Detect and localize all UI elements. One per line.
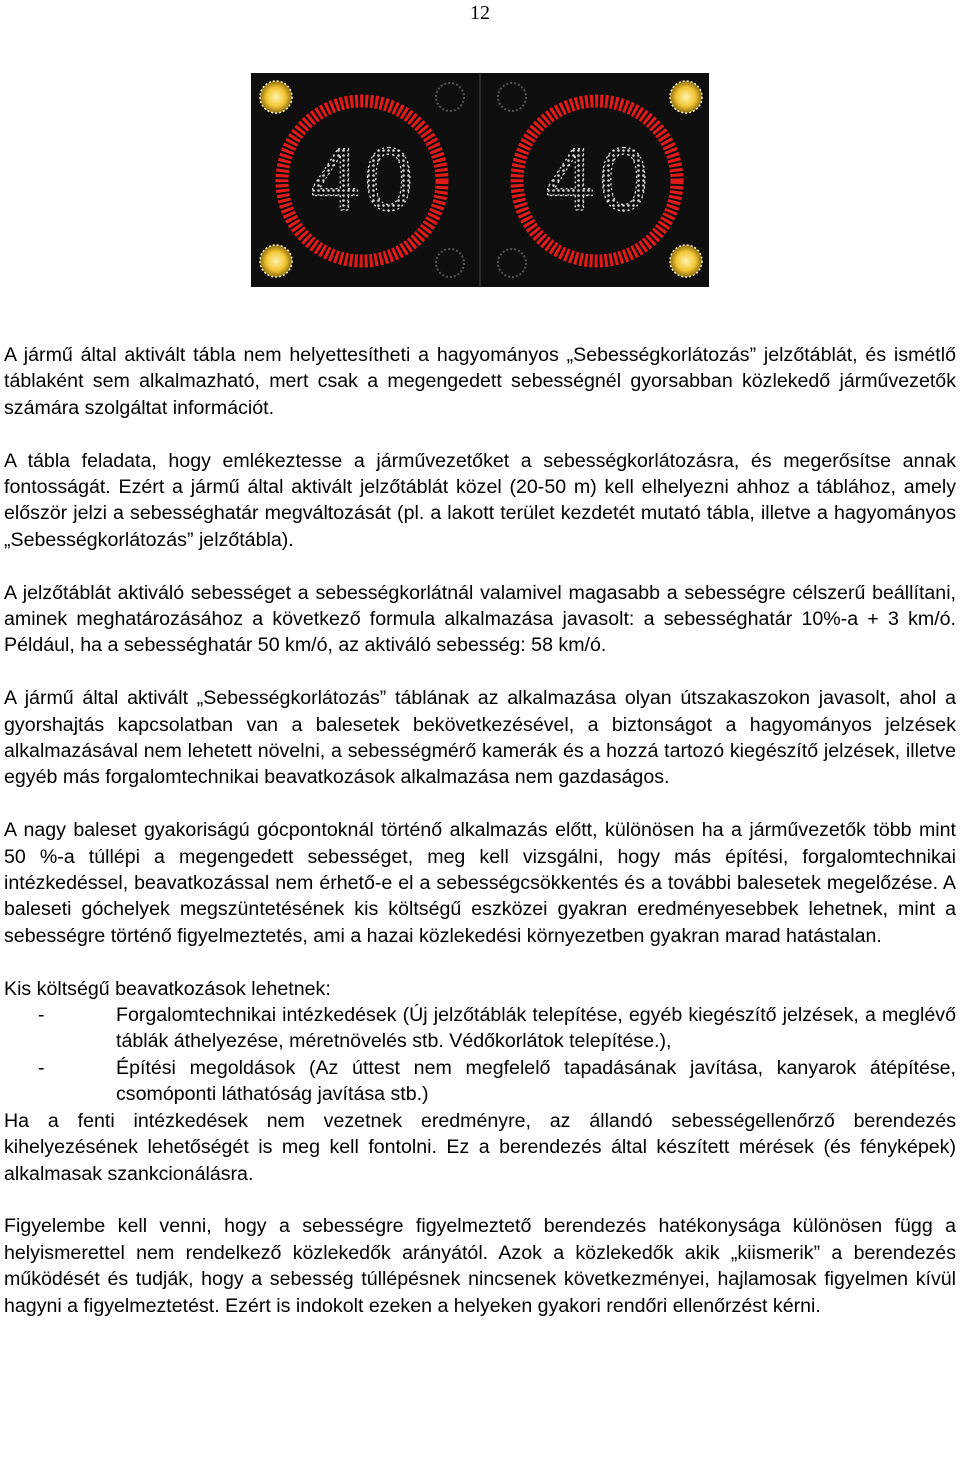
speed-number: 40 <box>543 132 651 230</box>
paragraph: A jármű által aktivált tábla nem helyettesítheti a hagyományos „Sebességkorlátozás” jelzőtáblát, és ismétlő táblaként sem alkalmazható, mert csak a megengedett sebességnél gyorsabban közlekedő járművezetők számára szolgáltat információt. <box>4 344 956 419</box>
paragraph: A jelzőtáblát aktiváló sebességet a sebességkorlátnál valamivel magasabb a sebességre célszerű beállítani, aminek meghatározásához a következő formula alkalmazása javasolt: a sebességhatár 10%-a + 3 km/ó. Például, ha a sebességhatár 50 km/ó, az aktiváló sebesség: 58 km/ó. <box>4 581 956 657</box>
list-item-text: Építési megoldások (Az úttest nem megfelelő tapadásának javítása, kanyarok átépítése, csomóponti láthatóság javítása stb.) <box>116 1056 956 1106</box>
list-item <box>4 1002 956 1055</box>
list-item-text: Forgalomtechnikai intézkedések (Új jelzőtáblák telepítése, egyéb kiegészítő jelzések, a meglévő táblák áthelyezése, méretnövelés stb. Védőkorlátok telepítése.), <box>116 1004 956 1053</box>
page-number: 12 <box>470 2 490 24</box>
list-intro: Kis költségű beavatkozások lehetnek: <box>4 977 331 1000</box>
paragraph: A nagy baleset gyakoriságú gócpontoknál történő alkalmazás előtt, különösen ha a járművezetők több mint 50 %-a túllépi a megengedett sebességet, meg kell vizsgálni, hogy más építési, forgalomtechnikai intézkedéssel, beavatkozással nem érhető-e el a sebességcsökkentés és a további balesetek megelőzése. A baleseti góchelyek megszüntetésének kis költségű eszközei gyakran eredményesebbek lehetnek, mint a sebességre történő figyelmeztetés, ami a hazai közlekedési környezetben gyakran marad hatástalan. <box>4 819 956 947</box>
paragraph: A jármű által aktivált „Sebességkorlátozás” táblának az alkalmazása olyan útszakaszokon javasolt, ahol a gyorshajtás kapcsolatban van a balesetek bekövetkezésével, a biztonságot a hagyományos jelzések alkalmazásával nem lehetett növelni, a sebességmérő kamerák és a hozzá tartozó kiegészítő jelzések, illetve egyéb más forgalomtechnikai beavatkozások alkalmazása nem gazdaságos. <box>4 687 956 789</box>
body-text <box>4 342 956 1319</box>
paragraph: A tábla feladata, hogy emlékeztesse a járművezetőket a sebességkorlátozásra, és megerősítse annak fontosságát. Ezért a jármű által aktivált jelzőtáblát közel (20-50 m) kell elhelyezni ahhoz a táblához, amely először jelzi a sebességhatár megváltozását (pl. a lakott terület kezdetét mutató tábla, illetve a hagyományos „Sebességkorlátozás” jelzőtábla). <box>4 449 956 551</box>
list-dash: - <box>38 1004 45 1027</box>
speed-sign-photo <box>251 73 709 287</box>
paragraph: Ha a fenti intézkedések nem vezetnek eredményre, az állandó sebességellenőrző berendezés kihelyezésének lehetőségét is meg kell fontolni. Ez a berendezés által készített mérések (és fényképek) alkalmasak szankcionálásra. <box>4 1109 956 1185</box>
speed-number: 40 <box>308 132 416 230</box>
list-item <box>4 1055 956 1108</box>
paragraph: Figyelembe kell venni, hogy a sebességre figyelmeztető berendezés hatékonysága különösen függ a helyismerettel nem rendelkező közlekedők arányától. Azok a közlekedők akik „kiismerik” a berendezés működését és tudják, hogy a sebesség túllépésnek nincsenek következményei, hajlamosak figyelmen kívül hagyni a figyelmeztetést. Ezért is indokolt ezeken a helyeken gyakori rendőri ellenőrzést kérni. <box>4 1215 956 1317</box>
list-dash: - <box>38 1056 45 1079</box>
